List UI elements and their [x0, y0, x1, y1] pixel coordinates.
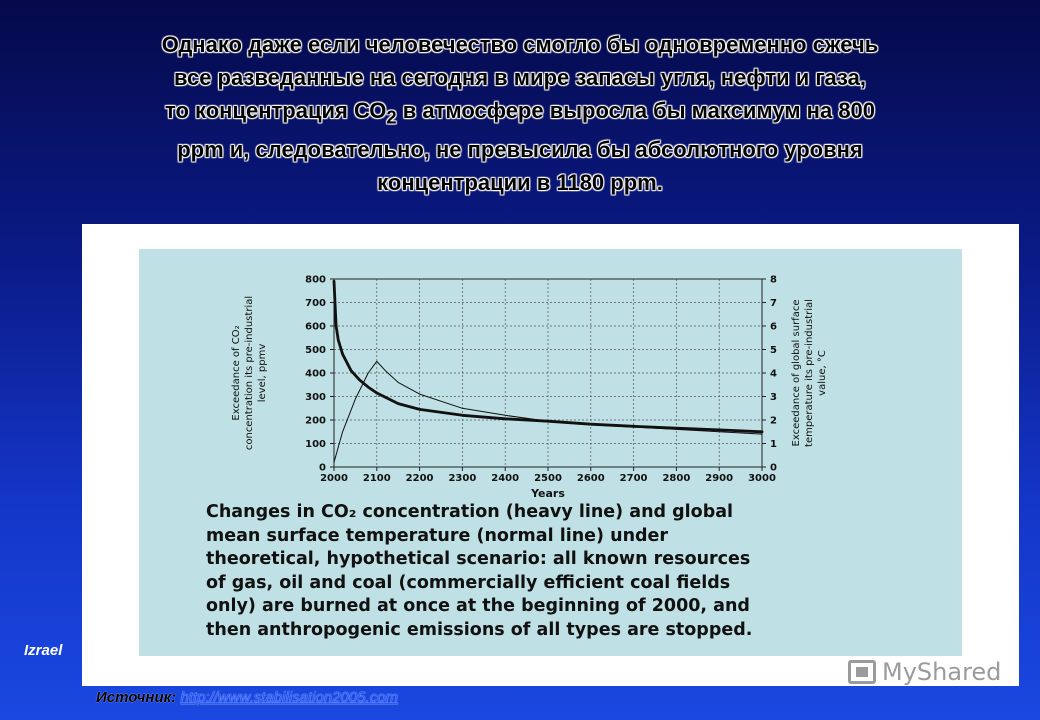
- x-tick-label: 2600: [576, 473, 605, 484]
- x-tick-label: 2200: [405, 473, 434, 484]
- y-left-axis-title-line: concentration its pre-industrial: [244, 295, 255, 451]
- y-right-tick-label: 3: [770, 392, 777, 403]
- source-link[interactable]: http://www.stabilisation2005.com: [180, 689, 399, 706]
- myshared-watermark: [848, 658, 1001, 686]
- x-tick-label: 2900: [705, 473, 734, 484]
- x-tick-label: 2300: [448, 473, 477, 484]
- source-line: [96, 689, 398, 706]
- co2-temperature-chart: [139, 249, 962, 499]
- source-separator: :: [171, 689, 181, 706]
- headline-line-1: Однако даже если человечество смогло бы одновременно сжечь: [161, 32, 879, 57]
- y-left-axis-title-line: Exceedance of CO₂: [231, 325, 242, 421]
- y-right-tick-label: 6: [770, 321, 777, 333]
- y-right-tick-label: 8: [770, 274, 777, 286]
- headline-line-3: [20, 94, 1020, 133]
- y-left-axis-title-line: level, ppmv: [257, 343, 268, 403]
- y-right-tick-label: 5: [770, 345, 777, 356]
- y-right-tick-label: 0: [770, 462, 777, 474]
- headline-line-4: ppm и, следовательно, не превысила бы абсолютного уровня: [177, 137, 863, 163]
- x-tick-label: 2500: [534, 473, 562, 484]
- author-label: Izrael: [24, 642, 63, 659]
- headline-co2-subscript: 2: [386, 106, 397, 128]
- myshared-logo-icon: [848, 660, 876, 684]
- y-left-tick-label: 500: [305, 345, 326, 356]
- y-right-axis-title-line: temperature its pre-industrial: [804, 299, 815, 447]
- y-right-axis-title-line: Exceedance of global surface: [791, 299, 802, 447]
- figure-caption: Changes in CO₂ concentration (heavy line) and global mean surface temperature (normal line) under theoretical, hypothetical scenario: all known resources of gas, oil and coal (commercially efficient coal fields only) are burned at once at the beginning of 2000, and then anthropogenic emissions of all types are stopped.: [206, 502, 753, 640]
- x-tick-label: 2400: [491, 473, 520, 484]
- x-tick-label: 3000: [748, 473, 776, 484]
- x-tick-label: 2100: [362, 473, 391, 484]
- y-right-tick-label: 4: [770, 368, 777, 380]
- headline-line-3-start: то концентрация СО: [164, 98, 387, 123]
- x-tick-label: 2000: [320, 473, 348, 484]
- x-axis-title: Years: [531, 487, 565, 499]
- headline: [20, 28, 1020, 199]
- headline-line-5: концентрации в 1180 ppm.: [377, 170, 663, 196]
- y-left-tick-label: 800: [305, 274, 326, 286]
- y-left-tick-label: 600: [305, 321, 326, 333]
- y-right-tick-label: 2: [770, 415, 777, 427]
- headline-line-3-end: в атмосфере выросла бы максимум на 800: [396, 98, 876, 123]
- y-left-tick-label: 700: [305, 298, 326, 309]
- y-left-tick-label: 0: [319, 462, 326, 474]
- y-left-tick-label: 300: [305, 392, 326, 403]
- source-label: Источник: [96, 689, 172, 706]
- y-left-tick-label: 100: [305, 439, 326, 450]
- figure-panel: [82, 224, 1019, 686]
- watermark-text: MyShared: [882, 658, 1002, 686]
- y-left-tick-label: 400: [305, 368, 326, 380]
- y-right-axis-title-line: value, °C: [817, 350, 828, 396]
- x-tick-label: 2800: [662, 473, 691, 484]
- y-right-tick-label: 7: [770, 298, 777, 309]
- headline-line-2: все разведанные на сегодня в мире запасы угля, нефти и газа,: [174, 65, 866, 90]
- x-tick-label: 2700: [619, 473, 648, 484]
- y-right-tick-label: 1: [770, 439, 777, 450]
- figure-scan: [139, 249, 962, 656]
- y-left-tick-label: 200: [305, 415, 326, 427]
